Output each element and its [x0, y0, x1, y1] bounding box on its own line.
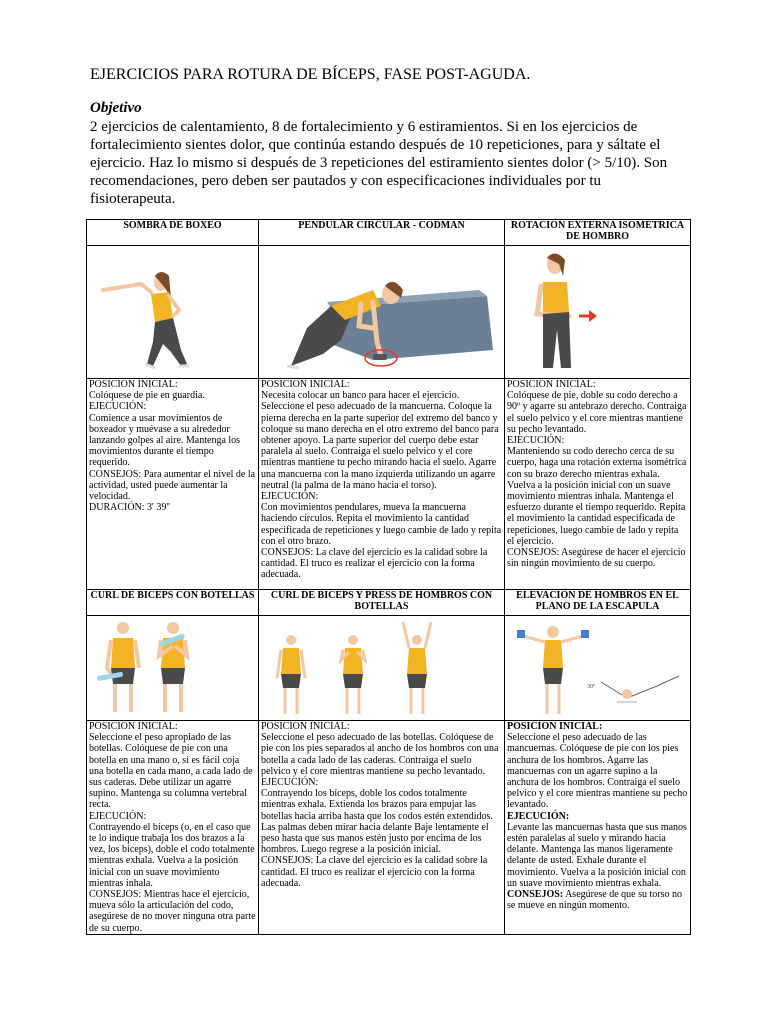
- exercise-table: [86, 219, 691, 935]
- curlpress-pos-label: POSICION INICIAL:: [261, 721, 350, 732]
- boxing-figure-image: [89, 246, 257, 378]
- curl-exe-label: EJECUCIÓN:: [89, 810, 147, 822]
- curlpress-exe-text: Contrayendo los bíceps, doble los codos totalmente mientras exhala. Extienda los brazos para empujar las botellas hacia arriba hasta que los codos estén extendidos. Las palmas deben mirar hacia delante Baje lentamente el peso hasta que sus manos estén justo por encima de los hombros. Luego regrese a la posición inicial.: [261, 788, 493, 856]
- image-row-1: [87, 246, 691, 379]
- header-elevacion-hombros: ELEVACIÓN DE HOMBROS EN EL PLANO DE LA ESCAPULA: [505, 590, 691, 616]
- header-row-2: [87, 590, 691, 616]
- elevation-figure-image: [507, 616, 691, 720]
- text-row-1: [87, 379, 691, 590]
- boxing-duration-text: DURACIÓN: 3' 39'': [89, 502, 170, 514]
- text-cell-rotation: [505, 379, 691, 590]
- text-cell-curl-press: [259, 721, 505, 935]
- elevation-tips-label: CONSEJOS:: [507, 889, 564, 901]
- image-cell-curl: [87, 616, 259, 721]
- objective-heading: Objetivo: [90, 100, 142, 116]
- rotation-figure-image: [507, 246, 691, 378]
- rotation-exe-text: Manteniendo su codo derecho cerca de su cuerpo, haga una rotación externa isométrica con su brazo derecho mientras exhala. Vuelva a la posición inicial con un suave movimiento mientras inhala. Mantenga el esfuerzo durante el tiempo requerido. Repita el movimiento la cantidad especificada de repeticiones, luego cambie de lado y repita el ejercicio.: [507, 446, 687, 547]
- curlpress-exe-label: EJECUCIÓN:: [261, 777, 319, 789]
- curl-press-figure-image: [261, 616, 505, 720]
- image-row-2: [87, 616, 691, 721]
- boxing-exe-text: Comience a usar movimientos de boxeador y muévase a su alrededor lanzando golpes al aire. Mantenga los movimientos durante el tiempo requerido.: [89, 412, 241, 469]
- image-cell-codman: [259, 246, 505, 379]
- rotation-exe-label: EJECUCIÓN:: [507, 435, 565, 447]
- curl-figure-image: [89, 616, 257, 720]
- curlpress-tips-text: CONSEJOS: La clave del ejercicio es la calidad sobre la cantidad. El truco es realizar el ejercicio con la forma adecuada.: [261, 855, 488, 889]
- codman-figure-image: [261, 246, 505, 378]
- codman-exe-label: EJECUCIÓN:: [261, 491, 319, 503]
- header-sombra-boxeo: SOMBRA DE BOXEO: [87, 220, 259, 246]
- boxing-tips-text: CONSEJOS: Para aumentar el nivel de la actividad, usted puede aumentar la velocidad.: [89, 468, 256, 503]
- elevation-pos-label: POSICION INICIAL:: [507, 721, 603, 732]
- elevation-tips-text: [507, 889, 688, 911]
- curl-pos-text: Seleccione el peso apropiado de las botellas. Colóquese de pie con una botella en una mano o, si es fácil coja una botella en cada mano, a cada lado de sus caderas. Debe utilizar un agarre supino. Mantenga su columna vertebral recta.: [89, 732, 253, 811]
- header-row-1: [87, 220, 691, 246]
- text-cell-curl: [87, 721, 259, 935]
- image-cell-curl-press: [259, 616, 505, 721]
- text-row-2: [87, 721, 691, 935]
- elevation-pos-text: Seleccione el peso adecuado de las mancuernas. Colóquese de pie con los pies anchura de los hombros. Agarre las mancuernas con un agarre supino a la anchura de los hombros. Contraiga el suelo pelvico y el core mientras mantiene su pecho levantado.: [507, 732, 688, 811]
- header-rotacion-externa: ROTACIÓN EXTERNA ISOMÉTRICA DE HOMBRO: [505, 220, 691, 246]
- angle-label: 30°: [587, 684, 596, 690]
- rotation-pos-text: Colóquese de pie, doble su codo derecho a 90º y agarre su antebrazo derecho. Contraiga el suelo pelvico y el core mientras mantiene su pecho levantado.: [507, 390, 687, 435]
- header-pendular-codman: PENDULAR CIRCULAR - CODMAN: [259, 220, 505, 246]
- boxing-pos-text: Colóquese de pie en guardia.: [89, 390, 205, 402]
- curl-tips-text: CONSEJOS: Mientras hace el ejercicio, mueva sólo la articulación del codo, asegúrese de no mover ninguna otra parte de su cuerpo.: [89, 889, 256, 934]
- elevation-exe-label: EJECUCIÓN:: [507, 810, 570, 822]
- rotation-pos-label: POSICION INICIAL:: [507, 379, 596, 390]
- codman-pos-text: Necesita colocar un banco para hacer el ejercicio. Seleccione el peso adecuado de la mancuerna. Coloque la pierna derecha en la parte superior del extremo del banco y coloque su mano derecha en el otro extremo del banco para obtener apoyo. La parte superior del cuerpo debe estar paralela al suelo. Contraiga el suelo pelvico y el core mientras mantiene tu pecho mirando hacia el suelo. Agarre una mancuerna con la mano izquierda utilizando un agarre neutral (la palma de la mano hacia el torso).: [261, 390, 499, 491]
- image-cell-rotation: [505, 246, 691, 379]
- document-title: EJERCICIOS PARA ROTURA DE BÍCEPS, FASE POST-AGUDA.: [90, 66, 531, 83]
- image-cell-elevation: [505, 616, 691, 721]
- text-cell-boxing: [87, 379, 259, 590]
- image-cell-boxing: [87, 246, 259, 379]
- text-cell-elevation: [505, 721, 691, 935]
- curl-pos-label: POSICION INICIAL:: [89, 721, 178, 732]
- elevation-tips-body: Asegúrese de que su torso no se mueve en ningún momento.: [507, 889, 682, 912]
- codman-tips-text: CONSEJOS: La clave del ejercicio es la calidad sobre la cantidad. El truco es realizar el ejercicio con la forma adecuada.: [261, 547, 488, 581]
- text-cell-codman: [259, 379, 505, 590]
- rotation-tips-text: CONSEJOS: Asegúrese de hacer el ejercicio sin ningún movimiento de su cuerpo.: [507, 547, 686, 570]
- codman-pos-label: POSICION INICIAL:: [261, 379, 350, 390]
- curlpress-pos-text: Seleccione el peso adecuado de las botellas. Colóquese de pie con los pies separados al ancho de los hombros con una botella a cada lado de las caderas. Contraiga el suelo pelvico y el core mientras mantiene su pecho levantado.: [261, 732, 499, 777]
- curl-exe-text: Contrayendo el bíceps (o, en el caso que te lo indique trabaja los dos brazos a la vez, los bíceps), doble el codo totalmente mientras exhala. Vuelva a la posición inicial con un suave movimiento mientras inhala.: [89, 821, 255, 889]
- boxing-pos-label: POSICION INICIAL:: [89, 379, 178, 390]
- header-curl-press: CURL DE BICEPS Y PRESS DE HOMBROS CON BOTELLAS: [259, 590, 505, 616]
- header-curl-botellas: CURL DE BICEPS CON BOTELLAS: [87, 590, 259, 616]
- boxing-exe-label: EJECUCIÓN:: [89, 401, 147, 413]
- codman-exe-text: Con movimientos pendulares, mueva la mancuerna haciendo círculos. Repita el movimiento la cantidad especificada de repeticiones y luego cambie de lado y repita con el otro brazo.: [261, 502, 502, 547]
- elevation-exe-text: Levante las mancuernas hasta que sus manos estén paralelas al suelo y mirando hacia delante. Mantenga las manos ligeramente delante de usted. Exhale durante el movimiento. Vuelva a la posición inicial con un suave movimiento mientras exhala.: [507, 821, 687, 889]
- objective-text: 2 ejercicios de calentamiento, 8 de fortalecimiento y 6 estiramientos. Si en los ejercicios de fortalecimiento sientes dolor, que continúa estando después de 10 repeticiones, para y sáltate el ejercicio. Haz lo mismo si después de 3 repeticiones del estiramiento sientes dolor (> 5/10). Son recomendaciones, pero deben ser pautados y con especificaciones individuales por tu fisioterapeuta.: [90, 119, 668, 207]
